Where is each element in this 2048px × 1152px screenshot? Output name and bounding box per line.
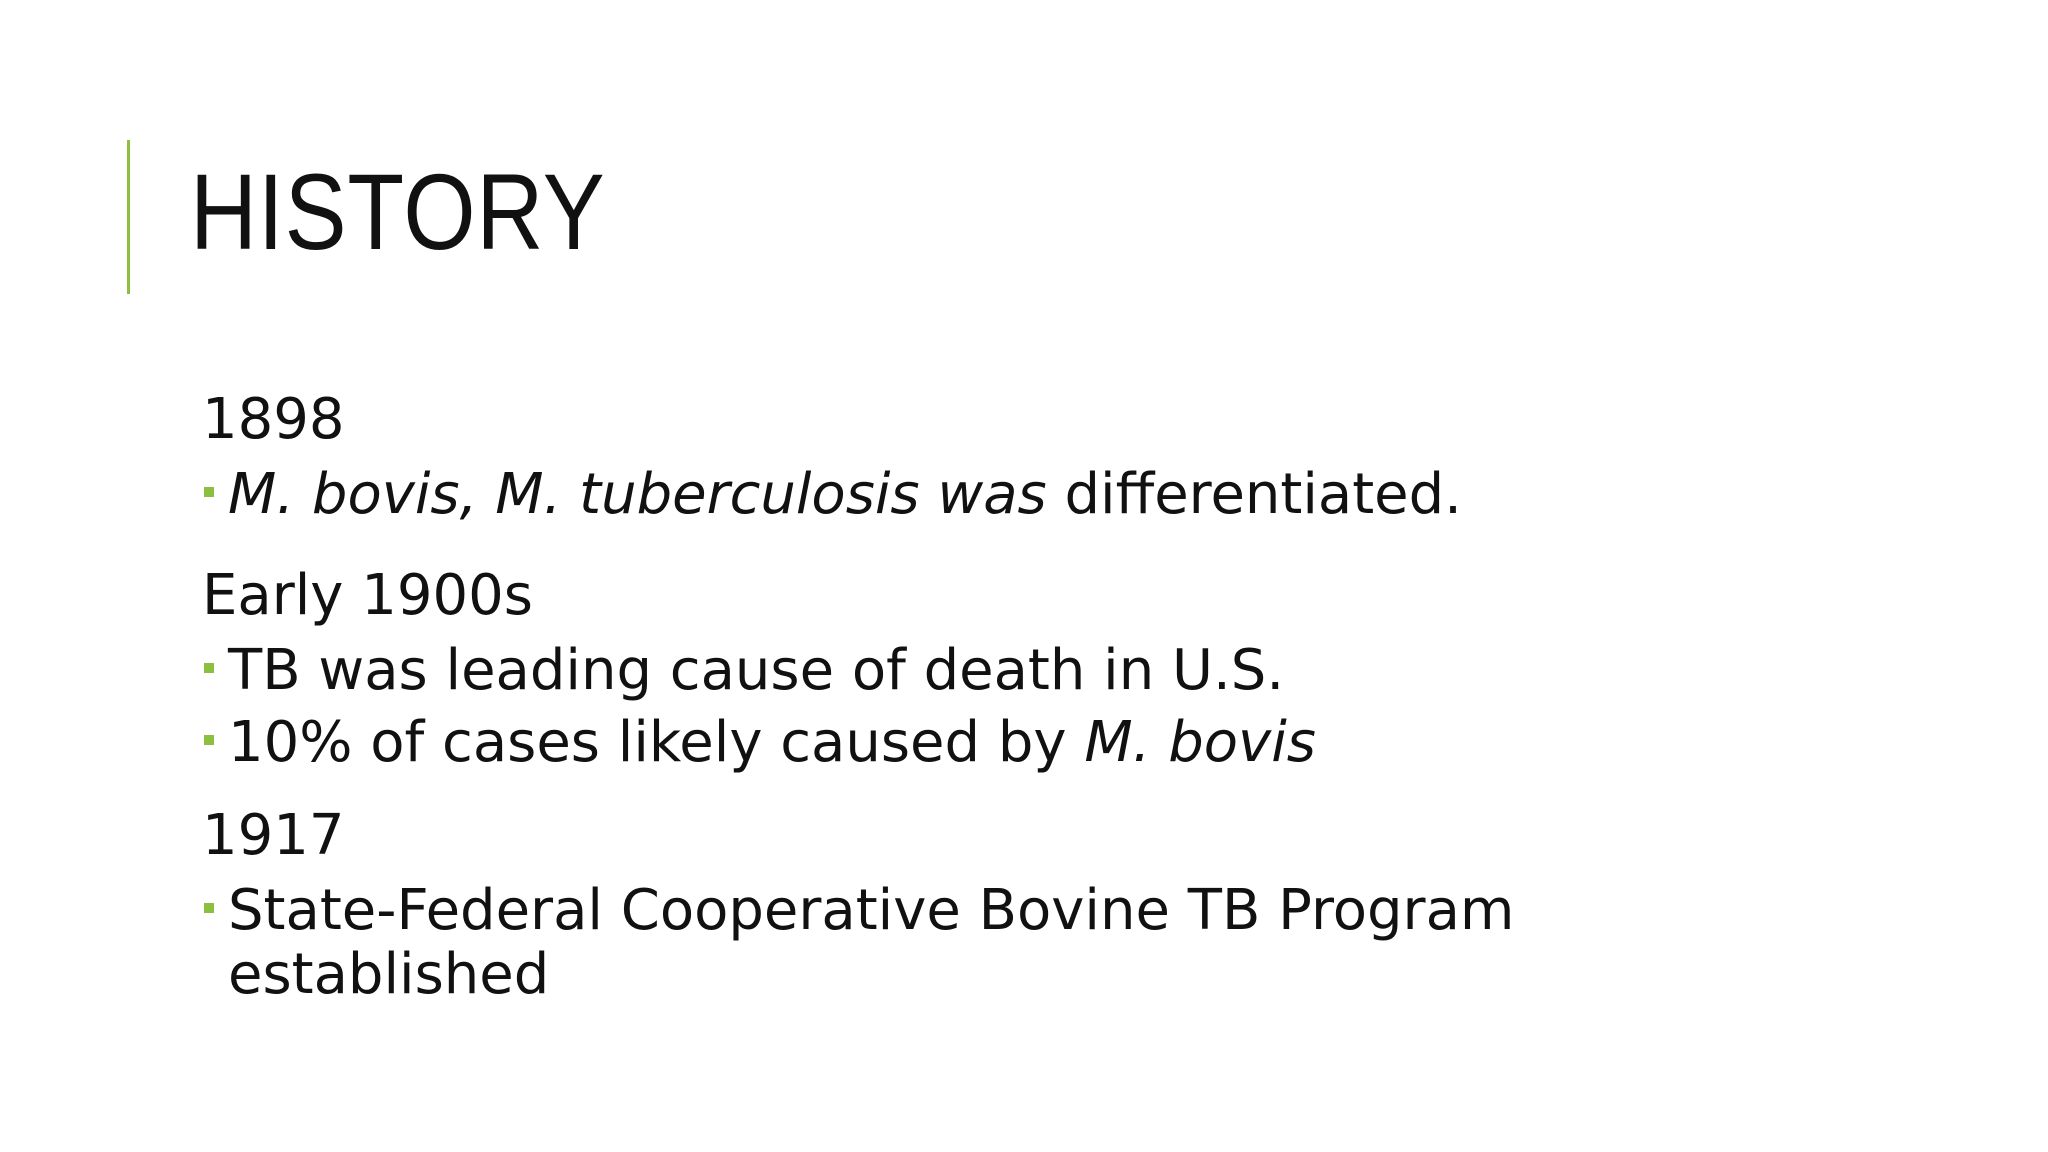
normal-text: State-Federal Cooperative Bovine TB Program established bbox=[228, 878, 1515, 1007]
normal-text: TB was leading cause of death in U.S. bbox=[228, 638, 1285, 703]
bullet-item bbox=[202, 463, 1608, 527]
normal-text: differentiated. bbox=[1046, 462, 1462, 527]
title-accent-bar bbox=[127, 140, 130, 294]
bullet-item bbox=[202, 639, 1608, 703]
normal-text: 10% of cases likely caused by bbox=[228, 710, 1085, 775]
slide-title: HISTORY bbox=[190, 151, 606, 272]
bullet-square-icon bbox=[204, 487, 214, 497]
italic-text: M. bovis, M. tuberculosis was bbox=[228, 462, 1047, 527]
slide-body bbox=[202, 385, 1902, 1007]
bullet-square-icon bbox=[204, 903, 214, 913]
bullet-item bbox=[202, 711, 1608, 775]
section-heading-early-1900s: Early 1900s bbox=[202, 563, 533, 628]
italic-text: M. bovis bbox=[1084, 710, 1316, 775]
section-heading-1898: 1898 bbox=[202, 387, 345, 452]
bullet-square-icon bbox=[204, 735, 214, 745]
section-heading-1917: 1917 bbox=[202, 803, 345, 868]
bullet-square-icon bbox=[204, 663, 214, 673]
bullet-item bbox=[202, 879, 1608, 1007]
